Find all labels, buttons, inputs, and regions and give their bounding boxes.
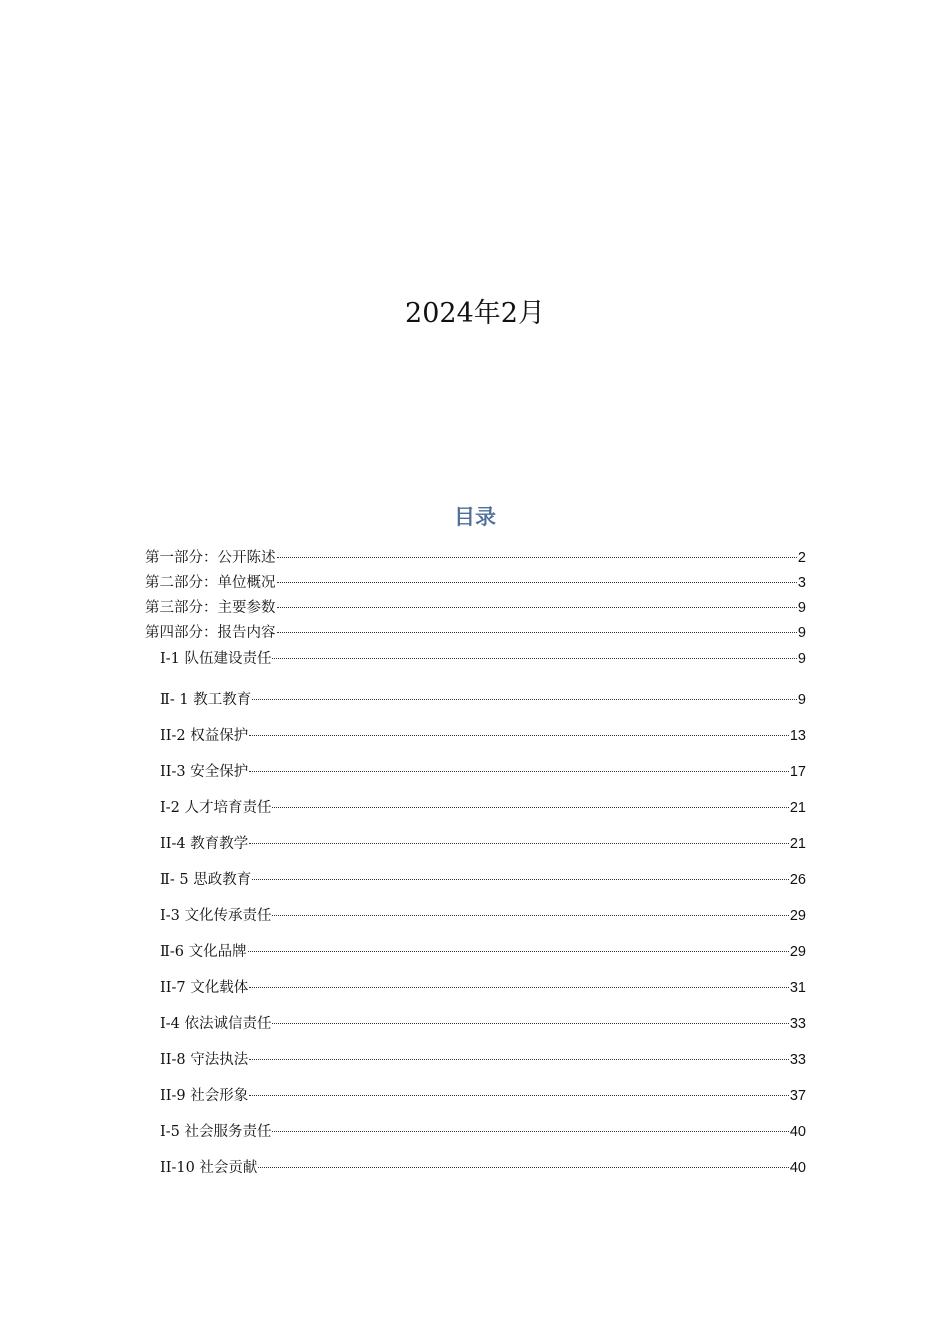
toc-entry-text: 第三部分：主要参数 <box>145 600 276 616</box>
dot-leader <box>277 607 797 608</box>
toc-entry-i-5[interactable] <box>145 1114 806 1150</box>
toc-entry-ii-2[interactable] <box>145 718 806 754</box>
dot-leader <box>272 915 788 916</box>
dot-leader <box>272 658 796 659</box>
toc-entry-ii-10[interactable] <box>145 1150 806 1186</box>
toc-entry-text: II-4 教育教学 <box>160 836 249 852</box>
toc-entry-text: II-9 社会形象 <box>160 1088 249 1104</box>
toc-entry-text: I-3 文化传承责任 <box>160 908 272 924</box>
toc-entry-ii-3[interactable] <box>145 754 806 790</box>
cover-date: 2024年2月 <box>405 298 545 329</box>
toc-entry-page: 31 <box>789 980 806 996</box>
toc-entry-text: Ⅱ- 1 教工教育 <box>160 692 252 708</box>
dot-leader <box>277 582 797 583</box>
toc-entry-page: 29 <box>789 944 806 960</box>
toc-entry-ii-7[interactable] <box>145 970 806 1006</box>
toc-entry-page: 40 <box>789 1124 806 1140</box>
toc-entry-i-4[interactable] <box>145 1006 806 1042</box>
toc-entry-page: 13 <box>789 728 806 744</box>
toc-entry-part-3[interactable] <box>145 596 806 621</box>
dot-leader <box>249 1095 789 1096</box>
dot-leader <box>258 1167 788 1168</box>
toc-entry-page: 29 <box>789 908 806 924</box>
toc-entry-page: 9 <box>797 692 806 708</box>
toc-entry-page: 33 <box>789 1016 806 1032</box>
dot-leader <box>249 843 789 844</box>
toc-entry-page: 9 <box>797 651 806 667</box>
toc-entry-ii-6[interactable] <box>145 934 806 970</box>
dot-leader <box>249 1059 789 1060</box>
toc-title: 目录 <box>454 505 496 529</box>
dot-leader <box>252 879 789 880</box>
toc-entry-text: Ⅱ- 5 思政教育 <box>160 872 252 888</box>
dot-leader <box>277 632 797 633</box>
toc-entry-ii-9[interactable] <box>145 1078 806 1114</box>
toc-entry-text: 第二部分：单位概况 <box>145 575 276 591</box>
toc-entry-text: 第一部分：公开陈述 <box>145 550 276 566</box>
toc-entry-page: 40 <box>789 1160 806 1176</box>
toc-entry-part-2[interactable] <box>145 571 806 596</box>
toc-entry-text: I-2 人才培育责任 <box>160 800 272 816</box>
toc-entry-ii-5[interactable] <box>145 862 806 898</box>
dot-leader <box>248 951 789 952</box>
toc-entry-page: 37 <box>789 1088 806 1104</box>
toc-entry-page: 2 <box>797 550 806 566</box>
toc-entry-i-1[interactable] <box>145 646 806 673</box>
table-of-contents <box>145 546 806 1186</box>
toc-entry-text: II-8 守法执法 <box>160 1052 249 1068</box>
toc-entry-text: II-3 安全保护 <box>160 764 249 780</box>
toc-entry-text: II-10 社会贡献 <box>160 1160 258 1176</box>
toc-entry-ii-1[interactable] <box>145 682 806 718</box>
toc-entry-page: 26 <box>789 872 806 888</box>
dot-leader <box>249 987 789 988</box>
dot-leader <box>277 557 797 558</box>
toc-entry-text: I-1 队伍建设责任 <box>160 651 272 667</box>
toc-entry-text: I-4 依法诚信责任 <box>160 1016 272 1032</box>
dot-leader <box>252 699 797 700</box>
toc-entry-part-1[interactable] <box>145 546 806 571</box>
toc-entry-part-4[interactable] <box>145 621 806 646</box>
toc-entry-page: 9 <box>797 600 806 616</box>
toc-entry-page: 33 <box>789 1052 806 1068</box>
toc-entry-text: Ⅱ-6 文化品牌 <box>160 944 247 960</box>
toc-entry-text: 第四部分：报告内容 <box>145 625 276 641</box>
toc-entry-text: I-5 社会服务责任 <box>160 1124 272 1140</box>
dot-leader <box>272 1023 788 1024</box>
dot-leader <box>249 735 789 736</box>
toc-entry-text: II-2 权益保护 <box>160 728 249 744</box>
toc-entry-page: 3 <box>797 575 806 591</box>
toc-entry-ii-8[interactable] <box>145 1042 806 1078</box>
toc-entry-page: 9 <box>797 625 806 641</box>
toc-entry-ii-4[interactable] <box>145 826 806 862</box>
toc-entry-page: 17 <box>789 764 806 780</box>
toc-entry-i-2[interactable] <box>145 790 806 826</box>
toc-entry-i-3[interactable] <box>145 898 806 934</box>
dot-leader <box>272 807 788 808</box>
dot-leader <box>249 771 789 772</box>
toc-entry-text: II-7 文化载体 <box>160 980 249 996</box>
toc-entry-page: 21 <box>789 836 806 852</box>
dot-leader <box>272 1131 788 1132</box>
toc-entry-page: 21 <box>789 800 806 816</box>
